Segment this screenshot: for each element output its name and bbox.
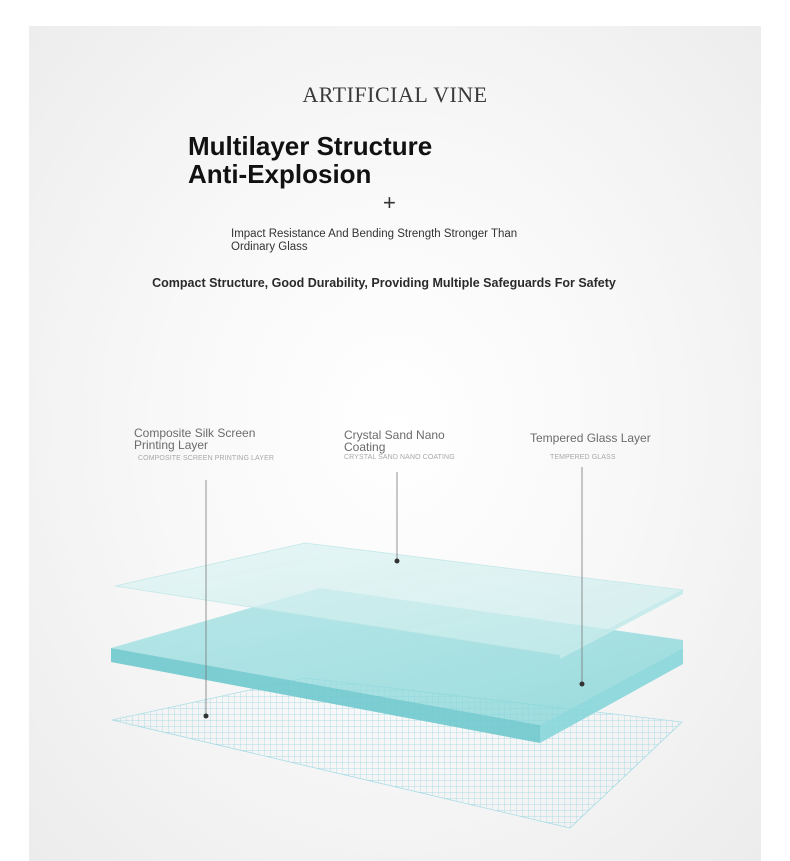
sublabel-crystal-coating: CRYSTAL SAND NANO COATING (344, 454, 455, 461)
leader-dot-composite (204, 714, 209, 719)
headline-line-2: Anti-Explosion (188, 159, 372, 189)
impact-text: Impact Resistance And Bending Strength Stronger Than Ordinary Glass (231, 228, 518, 253)
label-crystal-coating: Crystal Sand Nano Coating (344, 428, 445, 454)
label-tempered-glass: Tempered Glass Layer (530, 431, 651, 445)
brand-title: ARTIFICIAL VINE (302, 82, 488, 107)
sublabel-composite-layer: COMPOSITE SCREEN PRINTING LAYER (138, 455, 274, 462)
sublabel-tempered-glass: TEMPERED GLASS (550, 454, 616, 461)
plus-icon: + (383, 190, 396, 215)
headline-line-1: Multilayer Structure (188, 131, 433, 161)
label-composite-layer: Composite Silk Screen Printing Layer (134, 426, 256, 452)
tagline: Compact Structure, Good Durability, Providing Multiple Safeguards For Safety (152, 276, 616, 290)
leader-dot-tempered (580, 682, 585, 687)
leader-dot-crystal (395, 559, 400, 564)
